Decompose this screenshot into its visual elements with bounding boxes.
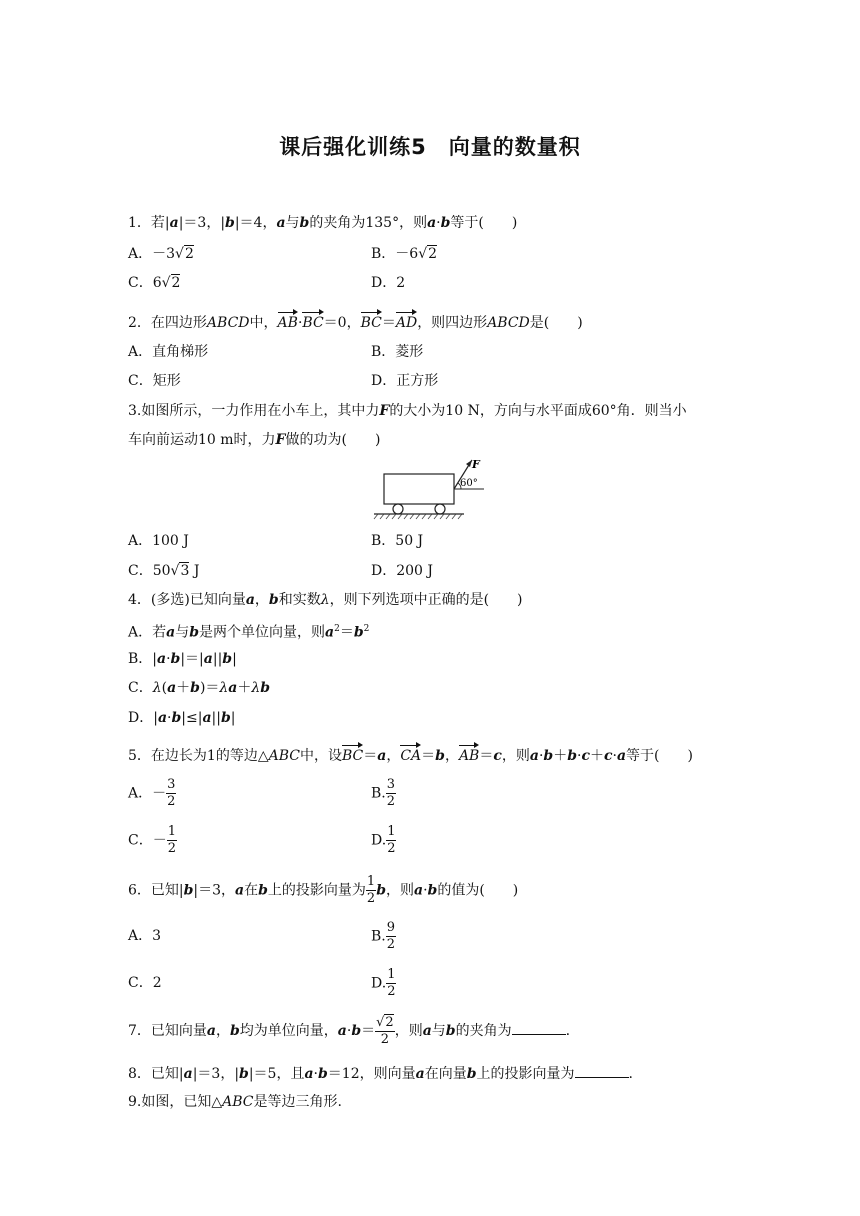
q1-option-a: A．－3√2: [128, 246, 194, 262]
q2-option-c: C．矩形: [128, 373, 181, 389]
cart-wheel-right: [435, 504, 445, 514]
q6-option-c: C．2: [128, 975, 162, 991]
q3-option-c: C．50√3 J: [128, 563, 200, 579]
q8-answer-blank[interactable]: [575, 1063, 629, 1078]
q5-stem: 5．在边长为1的等边△ABC中，设BC＝a，CA＝b，AB＝c，则a·b＋b·c＋c·a等于( ): [128, 748, 693, 764]
q4-stem: 4．(多选)已知向量a，b和实数λ，则下列选项中正确的是( ): [128, 592, 523, 608]
q7-answer-blank[interactable]: [512, 1020, 566, 1035]
q3-stem-line2: 车向前运动10 m时，力F做的功为( ): [128, 432, 381, 448]
q2-option-b: B．菱形: [371, 344, 424, 360]
q3-option-d: D．200 J: [371, 563, 434, 579]
q2-stem: 2．在四边形ABCD中，AB·BC＝0，BC＝AD，则四边形ABCD是( ): [128, 315, 583, 331]
q1-stem: 1．若|a|＝3，|b|＝4，a与b的夹角为135°，则a·b等于( ): [128, 215, 518, 231]
q5-option-d: D. $\frac{1}{2}$: [371, 824, 396, 856]
q7-stem: 7．已知向量a，b均为单位向量，a·b＝ $\frac{√2}{2}$ ，则a与b的夹角为 .: [128, 1014, 571, 1047]
q4-option-d: D．|a·b|≤|a||b|: [128, 710, 236, 726]
cart-force-figure: [372, 456, 492, 520]
q9-stem: 9.如图，已知△ABC是等边三角形.: [128, 1094, 342, 1110]
q3-option-b: B．50 J: [371, 533, 424, 549]
q4-option-b: B．|a·b|＝|a||b|: [128, 651, 237, 667]
angle-label: 60°: [460, 478, 478, 489]
q5-option-b: B. $\frac{3}{2}$: [371, 777, 396, 809]
q8-stem: 8．已知|a|＝3，|b|＝5，且a·b＝12，则向量a在向量b上的投影向量为 .: [128, 1063, 633, 1084]
q5-option-c: C．－ $\frac{1}{2}$: [128, 824, 176, 856]
q6-option-a: A．3: [128, 928, 162, 944]
q2-option-a: A．直角梯形: [128, 344, 209, 360]
q6-option-b: B. $\frac{9}{2}$: [371, 920, 396, 952]
q6-stem: 6．已知|b|＝3，a在b上的投影向量为 $\frac{1}{2}$ b，则a·b的值为( ): [128, 874, 519, 906]
q3-option-a: A．100 J: [128, 533, 189, 549]
cart-body: [384, 474, 454, 504]
q4-option-c: C．λ(a＋b)＝λa＋λb: [128, 680, 271, 696]
q5-option-a: A．－ $\frac{3}{2}$: [128, 777, 176, 809]
q4-option-a: A．若a与b是两个单位向量，则$a^2=b^2$: [128, 624, 370, 641]
force-label: F: [472, 458, 480, 471]
q1-option-d: D．2: [371, 275, 406, 291]
q6-option-d: D. $\frac{1}{2}$: [371, 967, 396, 999]
cart-wheel-left: [393, 504, 403, 514]
page-title: 课后强化训练5 向量的数量积: [279, 135, 581, 159]
ground-hatching: [374, 514, 462, 519]
q1-option-b: B．－6√2: [371, 246, 438, 262]
q2-option-d: D．正方形: [371, 373, 439, 389]
q3-stem-line1: 3.如图所示，一力作用在小车上，其中力F的大小为10 N，方向与水平面成60°角．则当小: [128, 403, 687, 419]
q1-option-c: C．6√2: [128, 275, 181, 291]
